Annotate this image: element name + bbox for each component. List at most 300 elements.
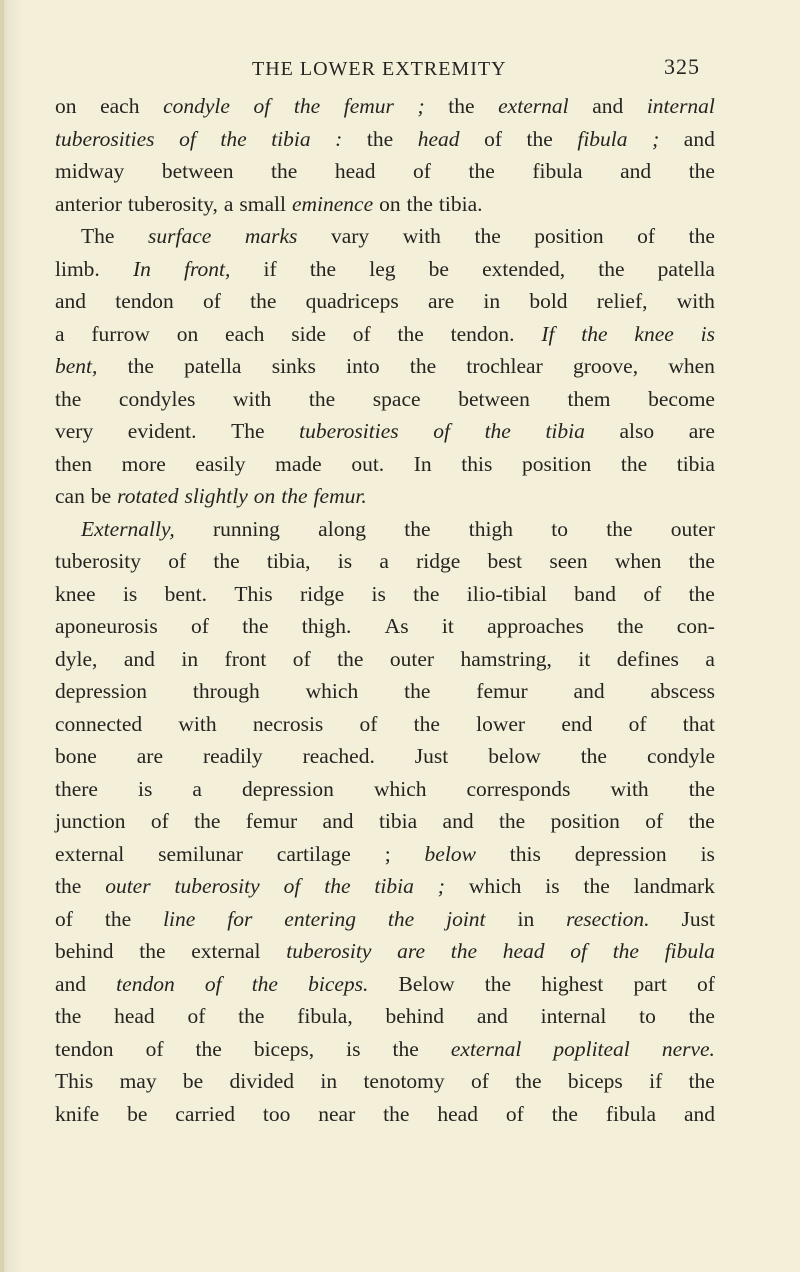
text-line [55,318,715,351]
word: tibia [378,809,418,833]
italic-word: ; [437,874,445,898]
word: of [470,1069,489,1093]
word: hamstring, [460,646,552,671]
word: between [161,159,234,183]
word: the [688,159,715,183]
word: made [275,451,322,476]
italic-word: the [387,906,415,931]
text-line [55,968,715,1001]
word: ridge [416,549,461,573]
word: behind [385,1004,445,1028]
word: and [620,159,652,183]
page-number: 325 [664,54,700,79]
word: to [551,516,568,541]
text-line [55,513,715,546]
word: each [225,321,265,346]
word: lower [476,711,526,736]
word: femur [476,679,528,703]
word: sinks [271,354,316,378]
word: then [55,451,93,476]
word: the [194,809,221,833]
word: ridge [299,581,345,606]
word: the [55,874,82,898]
word: with [178,711,217,736]
italic-word: are [397,939,426,963]
word: aponeurosis [55,614,158,638]
word: with [233,386,272,411]
word: is [371,581,386,606]
word: of [168,549,187,573]
word: band [574,581,616,606]
word: also [619,419,655,443]
word: bent. [164,581,208,606]
word: front [224,646,267,671]
word: that [682,711,715,736]
word: end [561,711,593,736]
word: depression [55,679,147,703]
word: be [428,256,449,281]
word: tuberosity, [127,191,218,216]
word: the [250,289,277,313]
italic-word: head [417,126,460,151]
word: in [517,906,535,931]
word: the [127,354,154,378]
word: the [688,776,715,801]
word: knee [55,581,96,606]
word: depression [241,776,334,801]
word: on [176,321,199,346]
italic-word: tuberosity [286,939,372,963]
word: which [373,776,427,801]
italic-word: of [253,94,271,118]
italic-word: the [251,971,278,996]
text-line [55,383,715,416]
word: the [271,159,298,183]
italic-word: the [612,939,639,963]
word: the [448,94,475,118]
text-line [55,1098,715,1131]
text-line [55,578,715,611]
word: of [359,711,378,736]
word: on [379,191,401,216]
page-binding-edge [0,0,4,1272]
word: and [55,971,87,996]
word: the [195,1036,222,1061]
word: tenotomy [363,1069,445,1093]
word: tendon. [450,321,515,346]
italic-word: Externally, [81,516,175,541]
word: near [318,1101,356,1126]
text-line [55,903,715,936]
word: on [55,94,77,118]
word: tibia, [266,549,311,573]
word: patella [657,256,715,281]
word: furrow [91,321,150,346]
italic-word: outer [105,874,151,898]
word: midway [55,159,125,183]
italic-word: fibula [664,939,715,963]
italic-word: surface [147,224,212,248]
text-line [55,188,715,221]
text-line [55,253,715,286]
word: biceps, [253,1036,315,1061]
word: vary [330,224,370,248]
word: when [614,549,662,573]
word: are [427,289,455,313]
word: and [442,809,474,833]
word: outer [389,646,435,671]
text-line [55,415,715,448]
word: the [515,1069,542,1093]
word: the [413,711,440,736]
word: below [488,744,541,768]
word: internal [540,1004,607,1028]
word: The [231,419,265,443]
word: and [322,809,354,833]
word: the [308,386,336,411]
word: reached. [302,744,375,768]
italic-word: external [498,94,569,118]
word: which [305,679,359,703]
word: the [688,581,715,606]
word: limb. [55,256,100,281]
word: bone [55,744,97,768]
text-line [55,545,715,578]
italic-word: is [700,321,715,346]
word: ilio-tibial [466,581,547,606]
word: of [643,581,662,606]
italic-word: for [227,906,253,931]
word: through [192,679,260,703]
word: a [192,776,202,801]
word: relief, [596,289,648,313]
word: the [551,1101,578,1126]
word: landmark [633,874,715,898]
word: and [476,1004,508,1028]
word: tibia [676,451,715,476]
word: space [372,386,421,411]
word: Just [414,744,449,768]
word: is [138,776,153,801]
italic-word: tuberosity [174,874,260,898]
word: divided [229,1069,295,1093]
word: between [458,386,530,411]
word: the [688,1004,715,1028]
italic-word: the [281,484,308,508]
italic-word: line [163,906,196,931]
word: of [505,1101,524,1126]
word: is [700,841,715,866]
word: the [498,809,526,833]
italic-word: knee [634,321,674,346]
italic-word: internal [646,94,715,118]
word: out. [351,451,385,476]
italic-word: the [220,126,247,151]
running-head: THE LOWER EXTREMITY [252,58,507,80]
italic-word: In [132,256,151,281]
word: side [291,321,326,346]
word: this [461,451,493,476]
word: each [100,94,140,118]
text-line [55,675,715,708]
word: the [409,354,437,378]
text-line [55,448,715,481]
italic-word: : [335,126,343,151]
word: when [668,354,715,378]
text-line [55,740,715,773]
word: fibula, [297,1004,353,1028]
word: extended, [482,256,566,281]
italic-word: eminence [291,191,374,216]
word: in [320,1069,338,1093]
word: become [648,386,715,411]
word: dyle, [55,646,98,671]
word: the [468,159,495,183]
word: a [379,549,389,573]
text-line [55,870,715,903]
word: easily [195,451,246,476]
word: the [397,321,424,346]
word: of [697,971,715,996]
word: of [292,646,311,671]
body-text [55,90,715,1130]
word: is [337,549,353,573]
word: the [474,224,501,248]
word: best [487,549,523,573]
word: Below [398,971,455,996]
text-line [55,935,715,968]
italic-word: tuberosities [55,126,155,151]
word: which [468,874,522,898]
text-line [55,643,715,676]
italic-word: fibula [577,126,628,151]
word: of [145,1036,164,1061]
italic-word: entering [284,906,356,931]
italic-word: rotated [117,484,179,508]
word: be [182,1069,204,1093]
word: position [521,451,592,476]
word: with [610,776,649,801]
italic-word: femur [343,94,394,118]
word: is [545,874,560,898]
word: if [263,256,277,281]
word: and [683,1101,715,1126]
word: head [437,1101,478,1126]
word: condyles [118,386,196,411]
italic-word: tendon [116,971,175,996]
word: approaches [487,614,584,638]
italic-word: of [570,939,587,963]
word: thigh [468,516,513,541]
word: of [413,159,431,183]
word: too [262,1101,291,1126]
italic-word: of [433,419,450,443]
italic-word: condyle [163,94,230,118]
word: seen [549,549,588,573]
italic-word: resection. [566,906,650,931]
word: it [578,646,591,671]
word: it [441,614,454,638]
word: head [114,1004,155,1028]
word: if [649,1069,663,1093]
word: of [202,289,221,313]
word: can [55,484,85,508]
word: this [509,841,541,866]
word: be [127,1101,148,1126]
word: junction [55,809,126,833]
italic-word: of [204,971,222,996]
word: con- [676,614,715,638]
word: outer [670,516,715,541]
italic-word: of [179,126,196,151]
italic-word: ; [417,94,425,118]
word: the [404,516,431,541]
word: connected [55,711,143,736]
italic-word: external [450,1036,522,1061]
word: are [688,419,715,443]
italic-word: below [424,841,476,866]
italic-word: slightly [184,484,248,508]
text-line [55,708,715,741]
word: external [55,841,125,866]
word: tibia. [438,191,483,216]
word: This [55,1069,94,1093]
word: the [583,874,610,898]
word: the [337,646,364,671]
word: carried [175,1101,235,1126]
word: depression [574,841,667,866]
word: the [139,939,166,963]
italic-word: on [253,484,276,508]
word: head [334,159,376,183]
word: abscess [650,679,715,703]
word: part [633,971,667,996]
italic-word: bent, [55,354,98,378]
word: the [309,256,337,281]
word: readily [202,744,263,768]
word: the [404,679,431,703]
text-line [55,610,715,643]
italic-word: the [450,939,478,963]
italic-word: of [283,874,301,898]
word: the [484,971,512,996]
word: is [122,581,138,606]
word: necrosis [252,711,324,736]
word: a [223,191,234,216]
word: The [81,224,115,248]
word: thigh. [301,614,352,638]
word: the [55,386,82,411]
word: with [676,289,715,313]
word: groove, [573,354,639,378]
word: As [384,614,409,638]
word: the [213,549,240,573]
word: of [645,809,664,833]
word: them [567,386,611,411]
word: the [383,1101,410,1126]
text-line [55,155,715,188]
word: the [104,906,132,931]
word: ; [384,841,391,866]
word: the [620,451,648,476]
word: behind [55,939,114,963]
word: external [191,939,261,963]
word: the [413,581,440,606]
word: corresponds [466,776,571,801]
word: and [683,126,715,151]
word: position [550,809,620,833]
word: there [55,776,98,801]
word: defines [616,646,679,671]
word: the [688,1069,715,1093]
word: small [239,191,286,216]
word: fibula [532,159,583,183]
word: trochlear [466,354,543,378]
word: in [483,289,501,313]
word: the [392,1036,419,1061]
italic-word: biceps. [308,971,369,996]
word: leg [369,256,396,281]
word: the [366,126,394,151]
word: tuberosity [55,549,141,573]
italic-word: the [484,419,511,443]
word: the [406,191,433,216]
word: the [688,809,715,833]
text-line [55,773,715,806]
word: evident. [127,419,197,443]
word: This [234,581,273,606]
word: of [628,711,647,736]
italic-word: tibia [374,874,414,898]
word: patella [184,354,242,378]
text-line [55,805,715,838]
word: is [346,1036,361,1061]
word: be [90,484,112,508]
word: position [534,224,604,248]
word: tendon [115,289,174,313]
word: knife [55,1101,100,1126]
word: the [238,1004,265,1028]
text-line [55,480,715,513]
word: and [55,289,87,313]
italic-word: the [293,94,321,118]
word: the [688,224,715,248]
word: the [580,744,607,768]
text-line [55,123,715,156]
word: fibula [605,1101,657,1126]
word: are [136,744,163,768]
word: of [191,614,209,638]
italic-word: ; [652,126,660,151]
word: and [592,94,624,118]
word: into [346,354,380,378]
word: may [119,1069,157,1093]
word: along [318,516,366,541]
italic-word: the [581,321,608,346]
word: more [121,451,166,476]
word: quadriceps [305,289,399,313]
italic-word: popliteal [553,1036,630,1061]
word: of [187,1004,206,1028]
word: to [639,1004,656,1028]
text-line [55,220,715,253]
text-line [55,838,715,871]
word: femur [245,809,298,833]
word: semilunar [158,841,243,866]
text-line [55,285,715,318]
word: of [55,906,73,931]
word: highest [541,971,604,996]
